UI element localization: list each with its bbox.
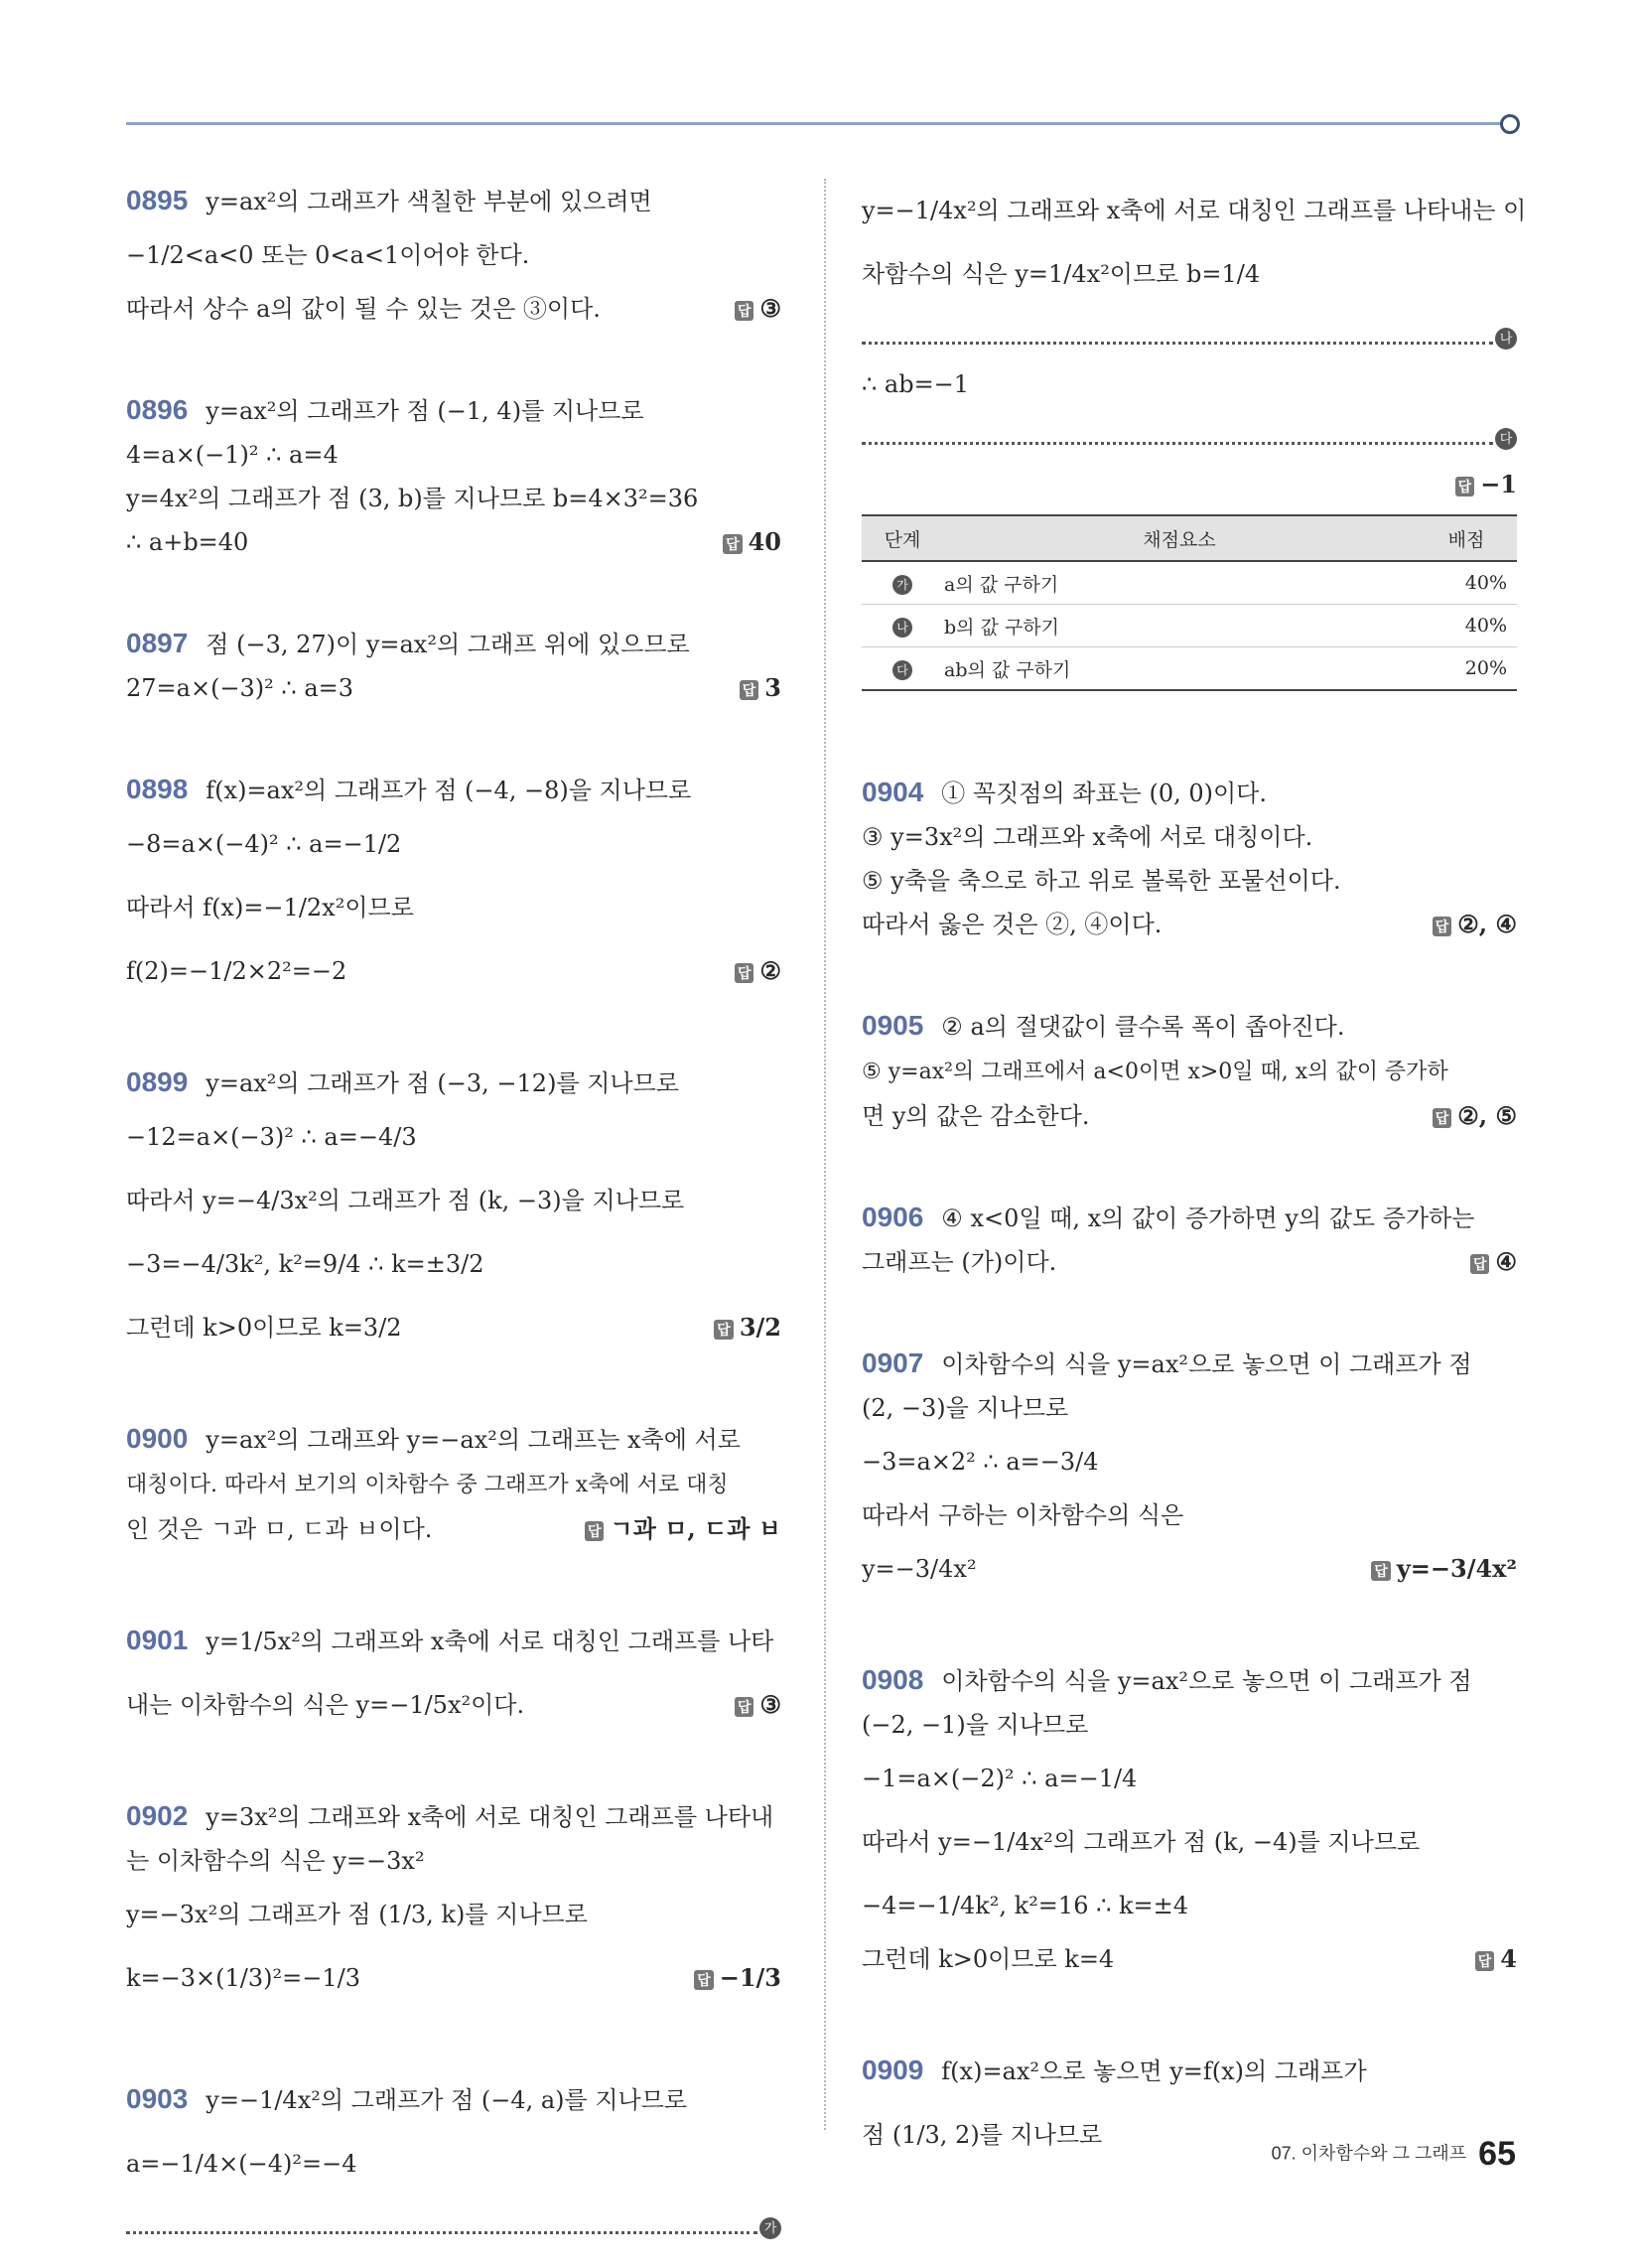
problem-number: 0903	[126, 2083, 189, 2114]
score-table	[862, 514, 1517, 691]
answer-badge: 답 −1/3	[694, 1946, 781, 2010]
problem-number: 0907	[862, 1347, 924, 1378]
answer-badge: 답 ③	[735, 287, 781, 331]
problem-number: 0896	[126, 394, 189, 425]
problem-number: 0909	[862, 2055, 924, 2085]
problem-0895: 0895 y=ax²의 그래프가 색칠한 부분에 있으려면 −1/2<a<0 또는 0<a<1이어야 한다. 따라서 상수 a의 값이 될 수 있는 것은 ③이다. 답 ③	[126, 179, 781, 331]
page-footer	[1272, 2135, 1516, 2174]
step-mark-icon: 나	[1495, 328, 1517, 350]
problem-number: 0902	[126, 1800, 189, 1831]
answer-badge: 답 ②, ⑤	[1433, 1094, 1517, 1138]
score-table-header: 단계 채점요소 배점	[862, 515, 1517, 561]
answer-badge: 답 ②, ④	[1433, 903, 1517, 946]
answer-badge: 답 40	[723, 520, 781, 564]
problem-number: 0904	[862, 777, 924, 807]
problem-number: 0900	[126, 1423, 189, 1454]
problem-number: 0899	[126, 1066, 189, 1097]
answer-mark-icon: 답	[1433, 917, 1452, 936]
table-row: 가 a의 값 구하기 40%	[862, 561, 1517, 605]
answer-mark-icon: 답	[735, 963, 754, 983]
answer-mark-icon: 답	[1470, 1254, 1490, 1274]
problem-0898: 0898 f(x)=ax²의 그래프가 점 (−4, −8)을 지나므로 −8=a×(−4)² ∴ a=−1/2 따라서 f(x)=−1/2x²이므로 f(2)=−1/2×2²=−2 답 ②	[126, 768, 781, 1003]
answer-badge: 답 3	[740, 666, 781, 710]
problem-number: 0906	[862, 1202, 924, 1232]
problem-number: 0905	[862, 1010, 924, 1041]
step-divider	[862, 312, 1513, 346]
answer-badge: 답 4	[1475, 1937, 1517, 1981]
problem-0905: 0905 ② a의 절댓값이 클수록 폭이 좁아진다. ⑤ y=ax²의 그래프에서 a<0이면 x>0일 때, x의 값이 증가하 면 y의 값은 감소한다. 답 ②, ⑤	[862, 1004, 1517, 1138]
problem-0908: 0908 이차함수의 식을 y=ax²으로 놓으면 이 그래프가 점 (−2, −1)을 지나므로 −1=a×(−2)² ∴ a=−1/4 따라서 y=−1/4x²의 그래프가 점 (k, −4)를 지나므로 −4=−1/4k², k²=16 ∴ k=±4 그런데 k>0이므로 k=4 답 4	[862, 1658, 1517, 1981]
step-mark-icon: 나	[892, 618, 912, 638]
step-mark-icon: 가	[759, 2217, 781, 2239]
header-rule	[126, 122, 1506, 125]
answer-mark-icon: 답	[723, 534, 743, 554]
answer-mark-icon: 답	[735, 301, 754, 321]
answer-mark-icon: 답	[1455, 477, 1475, 496]
problem-0901: 0901 y=1/5x²의 그래프와 x축에 서로 대칭인 그래프를 나타 내는 이차함수의 식은 y=−1/5x²이다. 답 ③	[126, 1609, 781, 1737]
answer-mark-icon: 답	[585, 1521, 605, 1541]
step-divider	[862, 412, 1513, 446]
right-column	[862, 179, 1527, 2167]
problem-0896: 0896 y=ax²의 그래프가 점 (−1, 4)를 지나므로 4=a×(−1)² ∴ a=4 y=4x²의 그래프가 점 (3, b)를 지나므로 b=4×3²=36 ∴ a+b=40 답 40	[126, 388, 781, 564]
problem-0906: 0906 ④ x<0일 때, x의 값이 증가하면 y의 값도 증가하는 그래프는 (가)이다. 답 ④	[862, 1196, 1517, 1284]
problem-0903: 0903 y=−1/4x²의 그래프가 점 (−4, a)를 지나므로 a=−1/4×(−4)²=−4 가	[126, 2067, 781, 2234]
answer-badge: 답 3/2	[714, 1296, 781, 1359]
chapter-title: 07. 이차함수와 그 그래프	[1271, 2143, 1467, 2164]
answer-mark-icon: 답	[694, 1970, 714, 1990]
answer-badge: 답 y=−3/4x²	[1371, 1537, 1517, 1601]
answer-badge: 답 ②	[735, 939, 781, 1003]
left-column	[126, 179, 781, 2252]
problem-number: 0908	[862, 1664, 924, 1695]
answer-mark-icon: 답	[1371, 1561, 1391, 1581]
problem-number: 0895	[126, 185, 189, 215]
step-mark-icon: 가	[892, 575, 912, 595]
problem-number: 0898	[126, 774, 189, 804]
page-number: 65	[1478, 2135, 1516, 2173]
problem-0909: 0909 f(x)=ax²으로 놓으면 y=f(x)의 그래프가 점 (1/3, 2)를 지나므로	[862, 2055, 1367, 2149]
answer-mark-icon: 답	[714, 1320, 734, 1340]
step-mark-icon: 다	[892, 660, 912, 680]
answer-mark-icon: 답	[1475, 1951, 1495, 1971]
problem-0907: 0907 이차함수의 식을 y=ax²으로 놓으면 이 그래프가 점 (2, −3)을 지나므로 −3=a×2² ∴ a=−3/4 따라서 구하는 이차함수의 식은 y=−3/4x² 답 y=−3/4x²	[862, 1342, 1517, 1601]
answer-badge: 답 −1	[1455, 463, 1517, 506]
answer-mark-icon: 답	[735, 1697, 754, 1717]
step-mark-icon: 다	[1495, 428, 1517, 450]
problem-0904: 0904 ① 꼭짓점의 좌표는 (0, 0)이다. ③ y=3x²의 그래프와 x축에 서로 대칭이다. ⑤ y축을 축으로 하고 위로 볼록한 포물선이다. 따라서 옳은 것은 ②, ④이다. 답 ②, ④	[862, 771, 1517, 946]
answer-badge: 답 ③	[735, 1673, 781, 1737]
problem-number: 0897	[126, 628, 189, 658]
header-rule-dot	[1500, 114, 1520, 134]
column-divider	[824, 179, 826, 2130]
answer-mark-icon: 답	[1433, 1108, 1452, 1128]
table-row: 다 ab의 값 구하기 20%	[862, 647, 1517, 691]
problem-0903-continued: y=−1/4x²의 그래프와 x축에 서로 대칭인 그래프를 나타내는 이 차함수의 식은 y=1/4x²이므로 b=1/4 나 ∴ ab=−1 다 답 −1 단계 채점요소 배점 가 a의 값 구하기 40% 나 b의 값 구하기 40% 다 ab의 값 구하기 20%	[862, 179, 1517, 691]
problem-0897: 0897 점 (−3, 27)이 y=ax²의 그래프 위에 있으므로 27=a×(−3)² ∴ a=3 답 3	[126, 622, 781, 710]
answer-badge: 답 ④	[1470, 1240, 1517, 1284]
problem-0902: 0902 y=3x²의 그래프와 x축에 서로 대칭인 그래프를 나타내 는 이차함수의 식은 y=−3x² y=−3x²의 그래프가 점 (1/3, k)를 지나므로 k=−3×(1/3)²=−1/3 답 −1/3	[126, 1794, 781, 2010]
table-row: 나 b의 값 구하기 40%	[862, 605, 1517, 647]
problem-0899: 0899 y=ax²의 그래프가 점 (−3, −12)를 지나므로 −12=a×(−3)² ∴ a=−4/3 따라서 y=−4/3x²의 그래프가 점 (k, −3)을 지나므로 −3=−4/3k², k²=9/4 ∴ k=±3/2 그런데 k>0이므로 k=3/2 답 3/2	[126, 1061, 781, 1359]
problem-0900: 0900 y=ax²의 그래프와 y=−ax²의 그래프는 x축에 서로 대칭이다. 따라서 보기의 이차함수 중 그래프가 x축에 서로 대칭 인 것은 ㄱ과 ㅁ, ㄷ과 ㅂ이다. 답 ㄱ과 ㅁ, ㄷ과 ㅂ	[126, 1417, 781, 1551]
answer-badge: 답 ㄱ과 ㅁ, ㄷ과 ㅂ	[585, 1507, 781, 1551]
problem-number: 0901	[126, 1625, 189, 1655]
answer-mark-icon: 답	[740, 680, 759, 700]
step-divider	[126, 2201, 777, 2235]
